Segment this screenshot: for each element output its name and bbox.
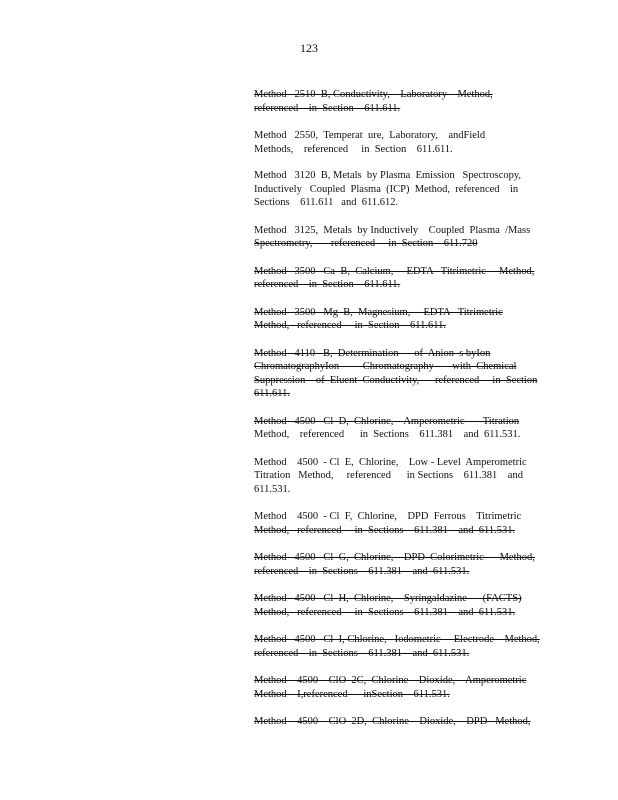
method-entry: [254, 633, 540, 660]
method-entry: [254, 456, 540, 497]
method-entry: [254, 715, 540, 729]
method-entry-line: Method 4500 ClO 2D, Chlorine Dioxide, DPD Method,: [254, 716, 531, 727]
method-entry-line: referenced in Sections 611.381 and 611.531.: [254, 647, 470, 659]
method-entry-line: Suppression of Eluent Conductivity, referenced in Section: [254, 374, 538, 386]
method-entry-line: Titration Method, referenced in Sections 611.381 and: [254, 470, 523, 481]
method-entry-line: Spectrometry, referenced in Section 611.720: [254, 238, 478, 249]
method-entry: [254, 169, 540, 210]
method-entry-line: Method 3500 Mg B, Magnesium, EDTA Titrimetric: [254, 306, 503, 318]
method-entry: [254, 88, 540, 115]
method-entry: [254, 224, 540, 251]
method-entry-line: Method 3500 Ca B, Calcium, EDTA Titrimetric Method,: [254, 265, 535, 277]
method-entry-line: ChromatographyIon Chromatography with Chemical: [254, 361, 517, 372]
method-entry-line: Method 4500 - Cl E, Chlorine, Low - Level Amperometric: [254, 456, 527, 468]
method-entry-line: Method, referenced in Sections 611.381 and 611.531.: [254, 429, 521, 440]
method-entry: [254, 674, 540, 701]
method-entry-line: Method 4500 Cl G, Chlorine, DPD Colorimetric Method,: [254, 552, 535, 563]
method-entry: [254, 347, 540, 401]
method-entry-line: referenced in Section 611.611.: [254, 279, 401, 290]
method-entry: [254, 265, 540, 292]
method-entry-line: Method 3125, Metals by Inductively Coupled Plasma /Mass: [254, 224, 531, 236]
method-entry-line: referenced in Section 611.611.: [254, 102, 401, 114]
method-entry-line: Method, referenced in Sections 611.381 and 611.531.: [254, 606, 516, 618]
method-entry-line: 611.611.: [254, 388, 290, 399]
method-entry-line: Method 4110 B, Determination of Anion s byIon: [254, 347, 491, 359]
method-entry-line: 611.531.: [254, 483, 291, 495]
method-entry: [254, 551, 540, 578]
method-entry-line: Method I,referenced inSection 611.531.: [254, 688, 450, 700]
method-entry: [254, 306, 540, 333]
method-entry: [254, 592, 540, 619]
method-entry-line: Method 4500 - Cl F, Chlorine, DPD Ferrous Titrimetric: [254, 511, 522, 522]
method-entry-line: Method 4500 Cl H, Chlorine, Syringaldazine (FACTS): [254, 593, 522, 604]
method-list: [254, 88, 540, 729]
method-entry-line: Method 2550, Temperat ure, Laboratory, andField: [254, 130, 486, 141]
method-entry-line: Inductively Coupled Plasma (ICP) Method, referenced in: [254, 183, 519, 195]
method-entry-line: Method 3120 B, Metals by Plasma Emission Spectroscopy,: [254, 170, 522, 181]
page-number: 123: [300, 41, 318, 55]
method-entry-line: Sections 611.611 and 611.612.: [254, 197, 399, 208]
method-entry-line: Method 4500 ClO 2C, Chlorine Dioxide, Amperometric: [254, 675, 527, 686]
method-entry-line: Method 2510 B, Conductivity, Laboratory Method,: [254, 89, 493, 100]
method-entry-line: Methods, referenced in Section 611.611.: [254, 143, 453, 155]
method-entry-line: Method, referenced in Sections 611.381 and 611.531.: [254, 524, 516, 536]
method-entry-line: Method, referenced in Section 611.611.: [254, 320, 446, 331]
method-entry-line: referenced in Sections 611.381 and 611.531.: [254, 565, 470, 577]
method-entry-line: Method 4500 Cl D, Chlorine, Amperometric Titration: [254, 415, 520, 427]
method-entry: [254, 129, 540, 156]
method-entry-line: Method 4500 Cl I, Chlorine, Iodometric Electrode Method,: [254, 634, 540, 645]
method-entry: [254, 510, 540, 537]
method-entry: [254, 415, 540, 442]
